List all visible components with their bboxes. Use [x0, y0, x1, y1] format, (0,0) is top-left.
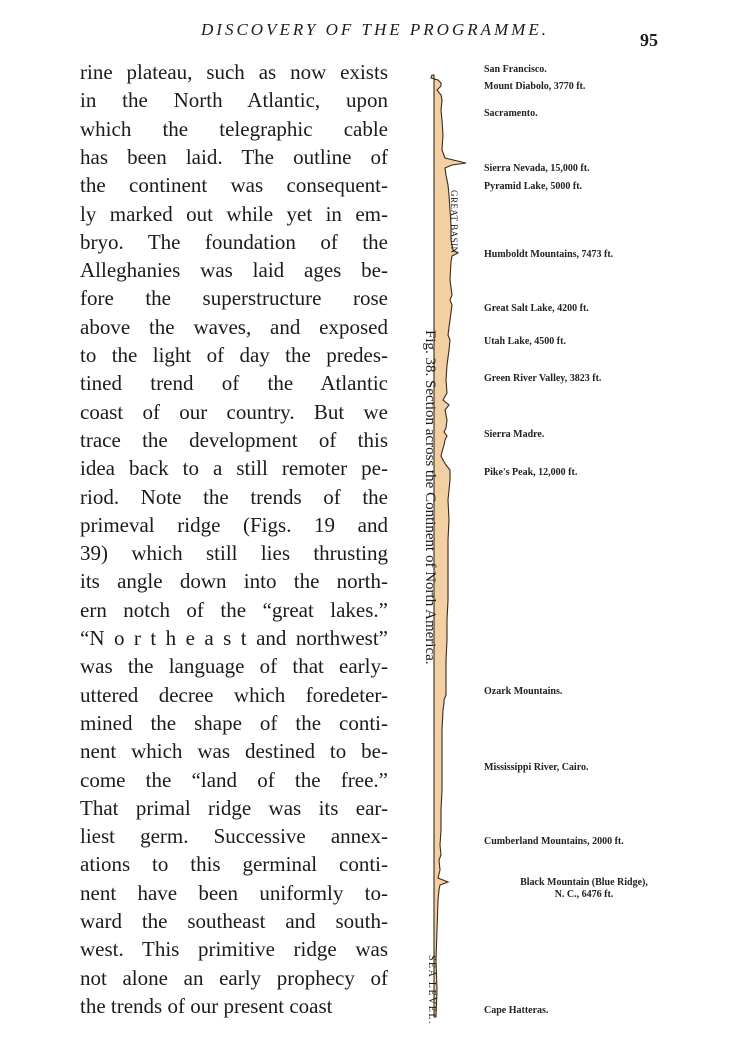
body-line: above the waves, and exposed — [80, 314, 388, 339]
body-line: was the language of that early- — [80, 654, 388, 679]
body-line: to the light of day the predes- — [80, 343, 388, 367]
location-label: Utah Lake, 4500 ft. — [484, 336, 566, 347]
location-label: Pike's Peak, 12,000 ft. — [484, 467, 578, 478]
location-label: Cape Hatteras. — [484, 1005, 549, 1016]
body-line: uttered decree which foredeter- — [80, 682, 388, 707]
location-label: Mississippi River, Cairo. — [484, 762, 589, 773]
body-line: idea back to a still remoter pe- — [80, 456, 388, 481]
location-label: Sacramento. — [484, 108, 538, 119]
book-page: DISCOVERY OF THE PROGRAMME. 95 rine plateau, such as now exists in the North Atlantic, upon which the telegraphic cable has been laid. The outline of the continent was consequent- ly marked out while yet in em- bryo. The foundation of the Alleghanies was laid ages be- fore the superstructure rose above the waves, and exposed to the light of day the predes- tined trend of the Atlantic coast of our country. But we trace the development of this idea back to a still remoter pe- riod. Note the trends of the primeval ridge (Figs. 19 and 39) which still lies thrusting its angle down into the north- ern notch of the “great lakes.” “N o r t h e a s t and northwest” was the language of that early- uttered decree which foredeter- mined the shape of the conti- nent which was destined to be- come the “land of the free.” That primal ridge was its ear- liest germ. Successive annex- ations to this germinal conti- nent have been uniformly to- ward the southeast and south- west. This primitive ridge was not alone an early prophecy of the trends of our present coast GREAT BASIN SEA LEVEL. Fig. 38. Section across the Continent of North America. San Francisco. Mount Diabolo, 3770 ft. Sacramento. Sierra Nevada, 15,000 ft. Pyramid Lake, 5000 ft. Humboldt Mountains, 7473 ft. Great Salt Lake, 4200 ft. Utah Lake, 4500 ft. Green River Valley, 3823 ft. Sierra Madre. Pike's Peak, 12,000 ft. Ozark Mountains. Mississippi River, Cairo. Cumberland Mountains, 2000 ft. Black Mountain (Blue Ridge), N. C., 6476 ft. Cape Hatteras. — [0, 0, 750, 1050]
body-line: mined the shape of the conti- — [80, 710, 388, 735]
running-title: DISCOVERY OF THE PROGRAMME. — [201, 20, 549, 39]
location-label: San Francisco. — [484, 64, 547, 75]
body-line: ward the southeast and south- — [80, 909, 388, 933]
location-label: Ozark Mountains. — [484, 686, 563, 697]
body-line: ly marked out while yet in em- — [80, 201, 388, 226]
body-line: in the North Atlantic, upon — [80, 88, 388, 113]
location-label: Green River Valley, 3823 ft. — [484, 373, 602, 384]
location-label: Sierra Nevada, 15,000 ft. — [484, 163, 590, 174]
location-label: Cumberland Mountains, 2000 ft. — [484, 836, 624, 847]
location-label: Mount Diabolo, 3770 ft. — [484, 81, 586, 92]
body-line: That primal ridge was its ear- — [80, 795, 388, 820]
body-line: not alone an early prophecy of — [80, 965, 388, 990]
body-line: trace the development of this — [80, 427, 388, 452]
body-line: the continent was consequent- — [80, 173, 388, 198]
location-label: Pyramid Lake, 5000 ft. — [484, 181, 583, 192]
body-line: nent which was destined to be- — [80, 739, 388, 764]
body-line: ern notch of the “great lakes.” — [80, 597, 388, 622]
location-label: Great Salt Lake, 4200 ft. — [484, 303, 589, 314]
body-line: west. This primitive ridge was — [80, 937, 388, 962]
body-line: ations to this germinal conti- — [80, 852, 388, 877]
body-line: come the “land of the free.” — [80, 767, 388, 792]
body-line: Alleghanies was laid ages be- — [80, 258, 388, 283]
body-line: nent have been uniformly to- — [80, 880, 388, 905]
body-line: which the telegraphic cable — [80, 116, 388, 141]
body-line: coast of our country. But we — [80, 399, 388, 424]
location-label: Black Mountain (Blue Ridge), — [520, 877, 648, 888]
location-label: N. C., 6476 ft. — [554, 889, 614, 900]
body-line: liest germ. Successive annex- — [80, 824, 388, 849]
body-line: tined trend of the Atlantic — [80, 371, 388, 396]
body-line: has been laid. The outline of — [80, 144, 388, 169]
location-label: Humboldt Mountains, 7473 ft. — [484, 249, 614, 260]
body-line: the trends of our present coast — [80, 993, 333, 1018]
body-line: primeval ridge (Figs. 19 and — [80, 512, 388, 537]
page-number: 95 — [640, 30, 658, 50]
body-line: fore the superstructure rose — [80, 286, 388, 311]
location-label: Sierra Madre. — [484, 429, 545, 440]
figure-caption: Fig. 38. Section across the Continent of North America. — [422, 330, 438, 665]
body-line: riod. Note the trends of the — [80, 484, 388, 509]
body-line: “N o r t h e a s t and northwest” — [80, 626, 388, 650]
body-line: 39) which still lies thrusting — [80, 541, 388, 566]
body-line: its angle down into the north- — [80, 569, 388, 594]
body-line: bryo. The foundation of the — [80, 229, 388, 254]
body-line: rine plateau, such as now exists — [80, 60, 388, 84]
